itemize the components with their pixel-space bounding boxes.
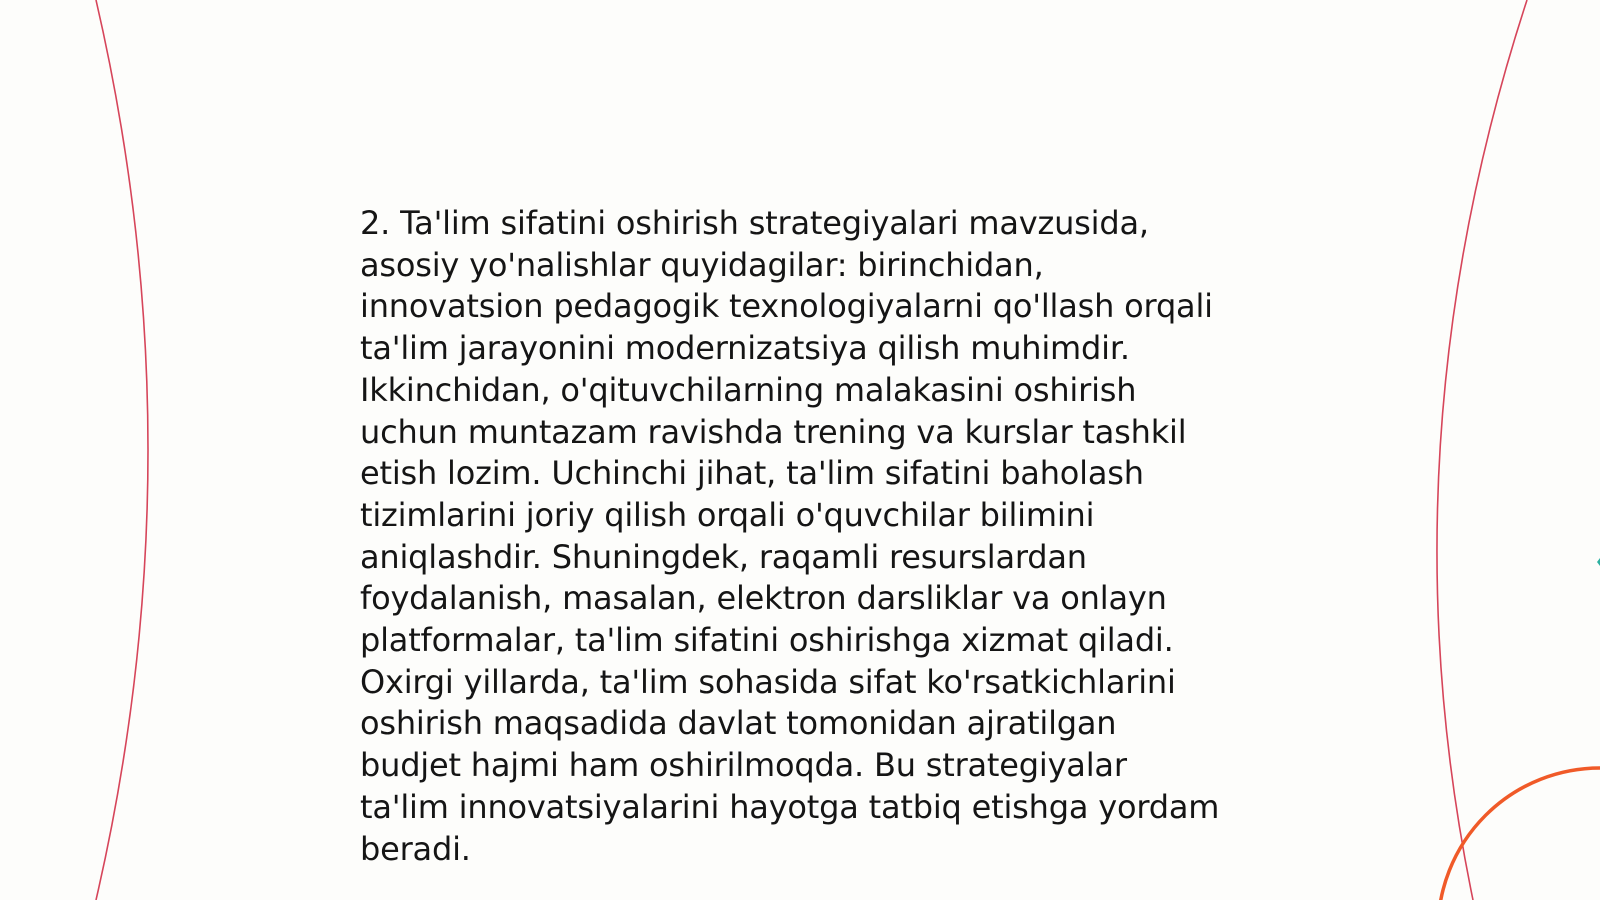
right-curve-line (1437, 0, 1527, 900)
slide-body-text: 2. Ta'lim sifatini oshirish strategiyalari mavzusida, asosiy yo'nalishlar quyidagilar: birinchidan, innovatsion pedagogik texnologiyalarni qo'llash orqali ta'lim jarayonini modernizatsiya qilish muhimdir. Ikkinchidan, o'qituvchilarning malakasini oshirish uchun muntazam ravishda trening va kurslar tashkil etish lozim. Uchinchi jihat, ta'lim sifatini baholash tizimlarini joriy qilish orqali o'quvchilar bilimini aniqlashdir. Shuningdek, raqamli resurslardan foydalanish, masalan, elektron darsliklar va onlayn platformalar, ta'lim sifatini oshirishga xizmat qiladi. Oxirgi yillarda, ta'lim sohasida sifat ko'rsatkichlarini oshirish maqsadida davlat tomonidan ajratilgan budjet hajmi ham oshirilmoqda. Bu strategiyalar ta'lim innovatsiyalarini hayotga tatbiq etishga yordam beradi. (360, 204, 1220, 868)
left-curve-line (96, 0, 148, 900)
accent-arc (1438, 768, 1600, 900)
